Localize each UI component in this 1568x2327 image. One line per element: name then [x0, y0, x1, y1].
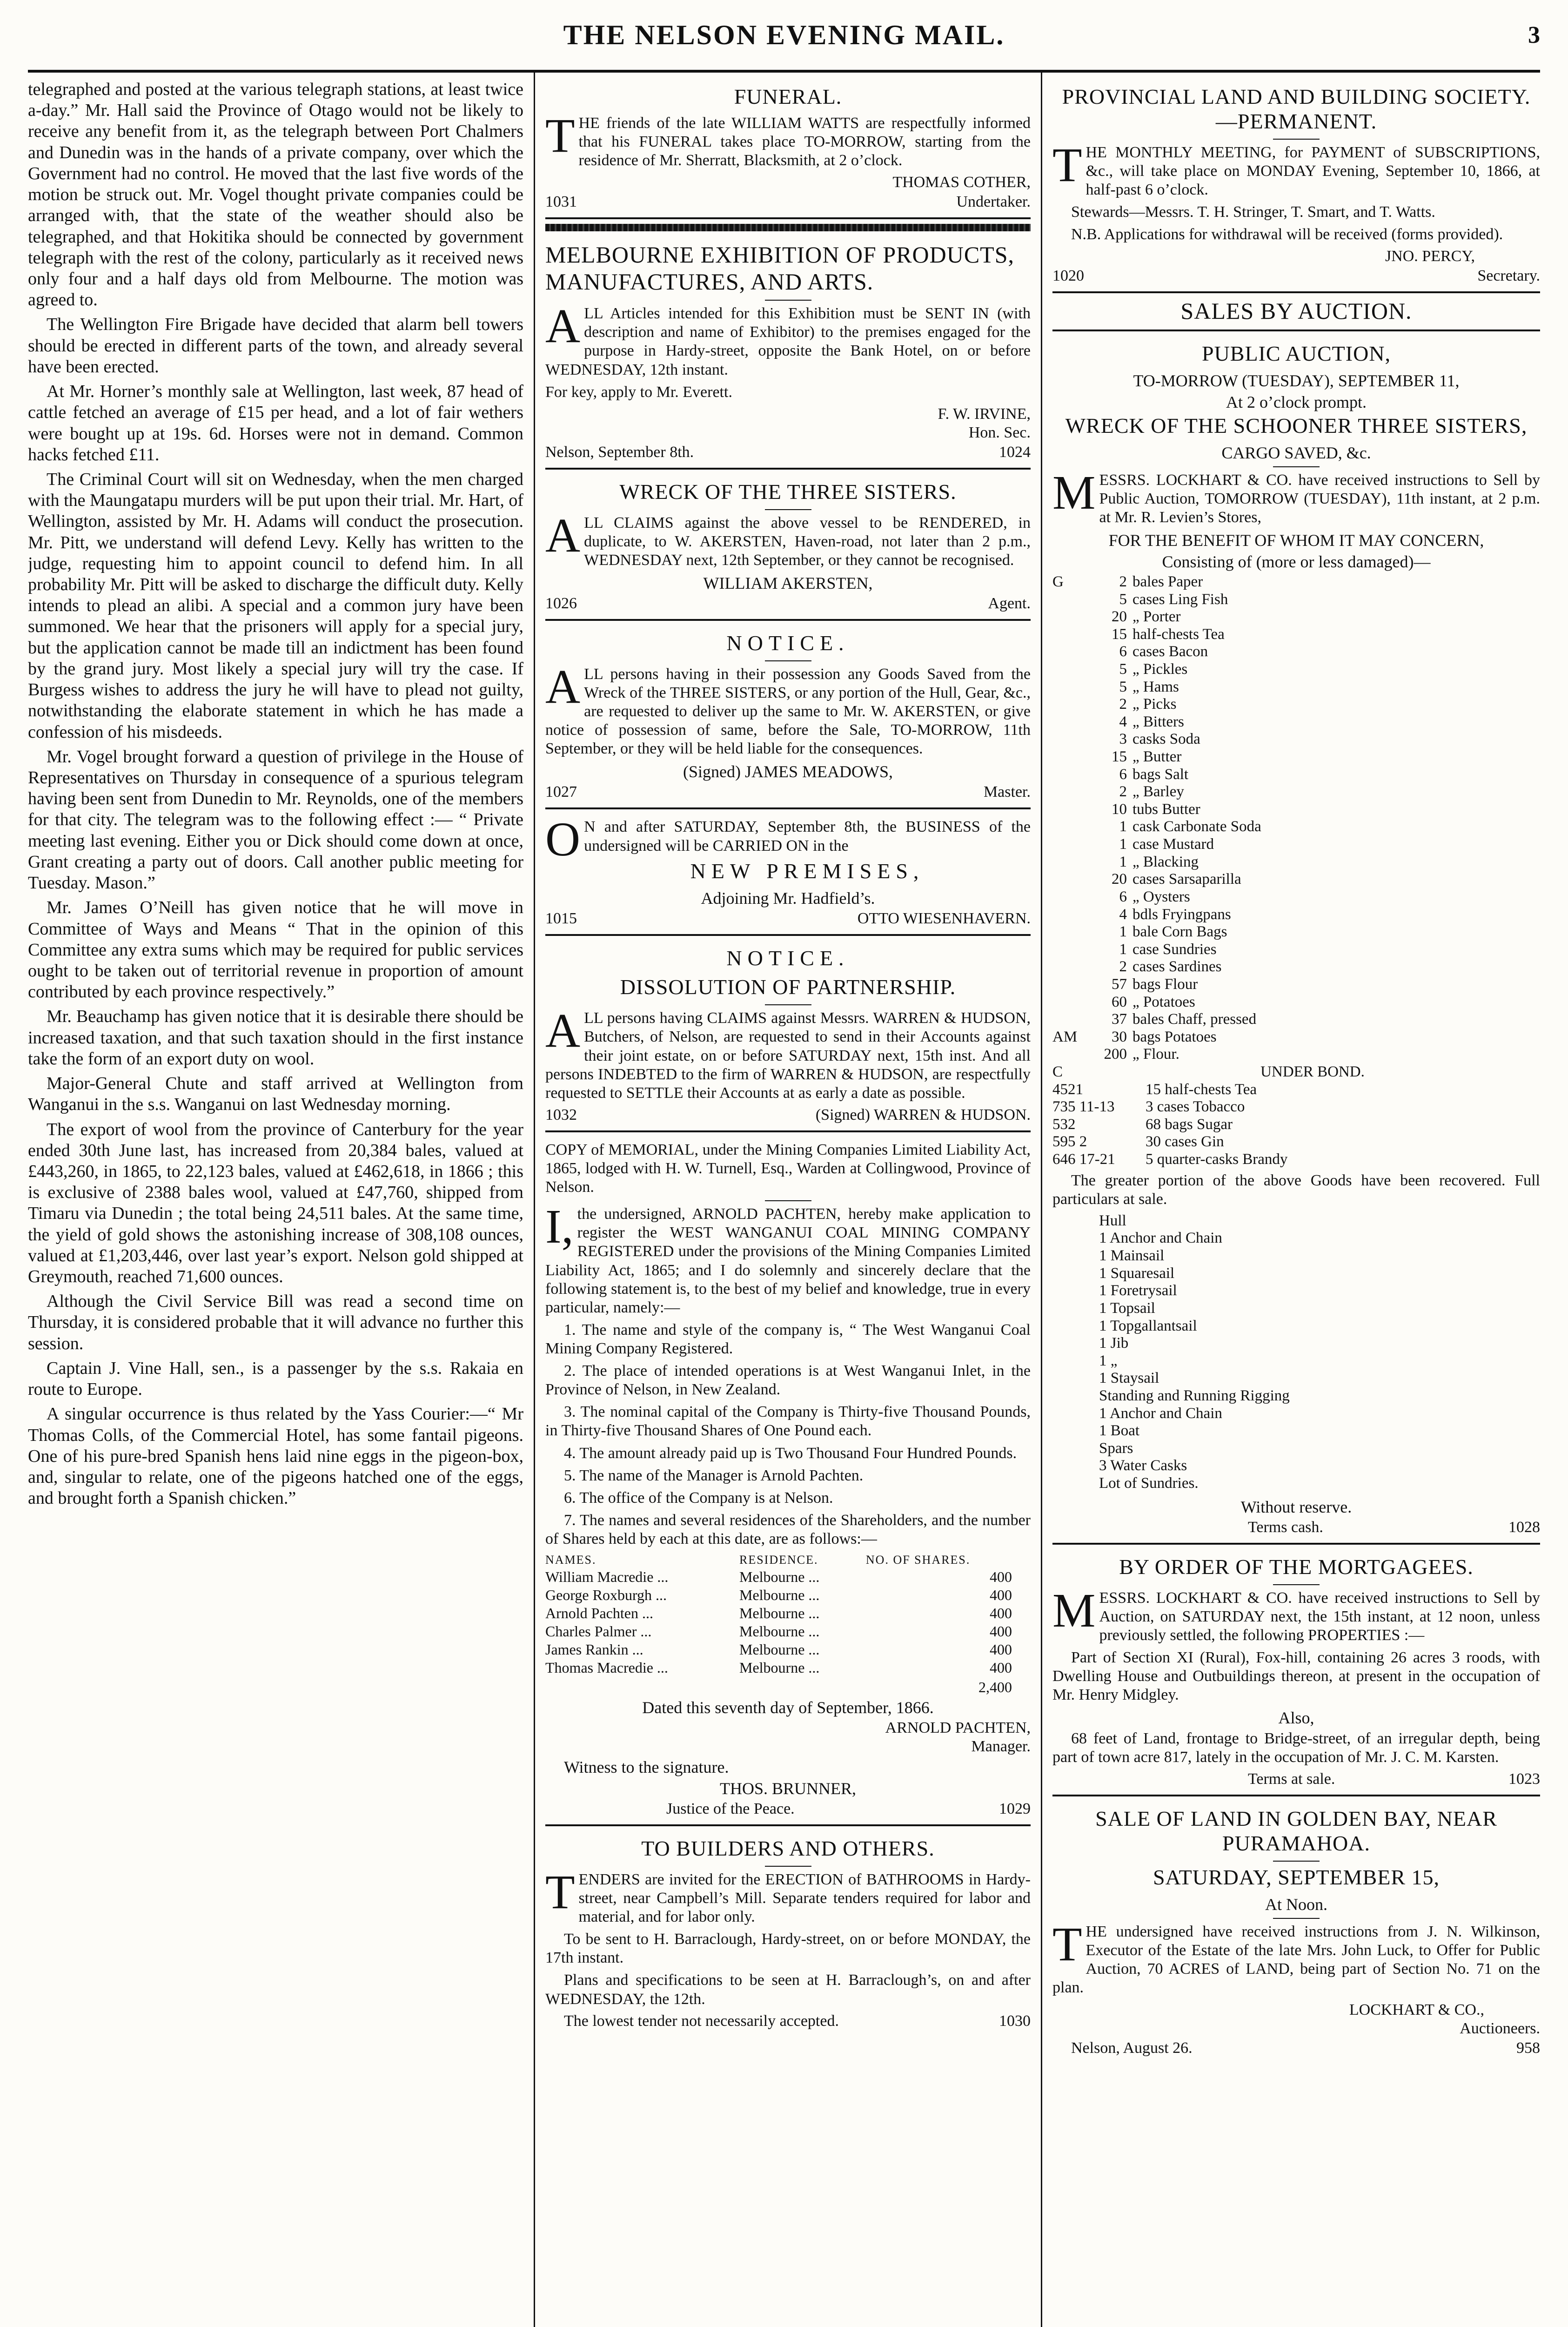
ad-number: 1024 [999, 443, 1031, 461]
list-item: Hull [1099, 1212, 1126, 1229]
list-item: 532 68 bags Sugar [1052, 1116, 1233, 1133]
bond-list [1052, 1081, 1540, 1169]
ad-signer: ARNOLD PACHTEN, [885, 1719, 1031, 1737]
news-paragraph: The export of wool from the province of Canterbury for the year ended 30th June last, has increased from 20,384 bales, valued at £443,260, in 1865, to 22,123 bales, valued at £462,618, in 1866 ; this is exclusive of 2388 bales wool, valued at £47,760, shipped from Timaru via Dunedin ; the total being 24,511 bales. At the same time, the yield of gold shows the astonishing increase of 308,108 ounces, valued at £1,203,446, over last year’s export. Nelson gold shipped at Greymouth, reached 71,600 ounces. [28, 1119, 523, 1287]
ad-body: THE undersigned have received instructions from J. N. Wilkinson, Executor of the Estate of the late Mrs. John Luck, to Offer for Public Auction, 70 ACRES of LAND, being part of Section No. 71 on the plan. [1052, 1917, 1540, 1997]
list-item: Standing and Running Rigging [1099, 1387, 1290, 1404]
table-row [545, 1659, 1031, 1677]
ad-number: 1031 [545, 193, 577, 211]
list-item: 1 Foretrysail [1099, 1282, 1177, 1299]
short-rule [1273, 139, 1320, 140]
ad-title: PROVINCIAL LAND AND BUILDING SOCIETY.—PERMANENT. [1062, 85, 1531, 133]
ad-signer: WILLIAM AKERSTEN, [703, 573, 873, 592]
news-paragraph: Captain J. Vine Hall, sen., is a passenger by the s.s. Rakaia en route to Europe. [28, 1358, 523, 1399]
ad-place-date: Nelson, September 8th. [545, 443, 694, 461]
list-item: 2 „ Picks [1119, 696, 1177, 713]
table-cell: James Rankin ... [545, 1641, 643, 1658]
list-item: 1 „ Blacking [1119, 853, 1199, 870]
table-cell: Thomas Macredie ... [545, 1659, 668, 1676]
ad-title: BY ORDER OF THE MORTGAGEES. [1119, 1554, 1474, 1579]
ad-body: I,the undersigned, ARNOLD PACHTEN, hereby make application to register the WEST WANGANUI COAL MINING COMPANY REGISTERED under the provisions of the Mining Companies Limited Liability Act, 1865; and I do solemnly and sincerely declare that the following statement is, to the best of my belief and knowledge, true in every particular, namely:— [545, 1200, 1031, 1316]
ad-signer: LOCKHART & CO., [1349, 2001, 1484, 2018]
list-item: 1 Anchor and Chain [1099, 1230, 1222, 1247]
list-item: 595 2 30 cases Gin [1052, 1133, 1224, 1150]
short-rule [765, 1866, 811, 1867]
ad-subtitle: Adjoining Mr. Hadfield’s. [701, 888, 875, 908]
table-cell: Charles Palmer ... [545, 1623, 652, 1640]
list-item: Spars [1099, 1439, 1133, 1457]
table-cell: 400 [990, 1605, 1012, 1622]
list-item: 6 bags Salt [1119, 766, 1189, 783]
ad-body: TENDERS are invited for the ERECTION of BATHROOMS in Hardy-street, near Campbell’s Mill. Separate tenders required for labor and material, and for labor only. [545, 1865, 1031, 1926]
list-item: 1 Topsail [1099, 1299, 1155, 1317]
wreck-notice [545, 474, 1031, 621]
ad-witness: Witness to the signature. [564, 1758, 729, 1777]
ad-title: MELBOURNE EXHIBITION OF PRODUCTS, MANUFACTURES, AND ARTS. [545, 242, 1015, 295]
ad-title: TO BUILDERS AND OTHERS. [641, 1836, 935, 1861]
short-rule [1273, 1861, 1320, 1862]
ad-role: Hon. Sec. [968, 424, 1031, 441]
ad-intro: COPY of MEMORIAL, under the Mining Companies Limited Liability Act, 1865, lodged with H. W. Turnell, Esq., Warden at Collingwood, Province of Nelson. [545, 1141, 1031, 1196]
ad-body: ALL CLAIMS against the above vessel to be RENDERED, in duplicate, to W. AKERSTEN, Haven-road, not later than 2 p.m., WEDNESDAY next, 12th September, or they cannot be recognised. [545, 508, 1031, 569]
ad-role: Manager. [971, 1738, 1031, 1755]
ad-body: ALL Articles intended for this Exhibition must be SENT IN (with description and name of Exhibitor) to the premises engaged for the purpose in Hardy-street, opposite the Bank Hotel, on or before WEDNESDAY, 12th instant. [545, 299, 1031, 378]
table-cell: Melbourne ... [739, 1605, 820, 1622]
premises-notice [545, 814, 1031, 935]
ad-text: 68 feet of Land, frontage to Bridge-street, of an irregular depth, being part of town acre 817, lately in the occupation of Mr. J. C. M. Karsten. [1052, 1730, 1540, 1766]
shareholders-table [545, 1552, 1031, 1677]
list-item: 60 „ Potatoes [1112, 993, 1195, 1010]
ad-body: ON and after SATURDAY, September 8th, the BUSINESS of the undersigned will be CARRIED ON in the [545, 813, 1031, 867]
mortgagees-notice [1052, 1549, 1540, 1797]
table-cell: Melbourne ... [739, 1568, 820, 1586]
exhibition-notice [545, 236, 1031, 470]
list-item: 1 case Mustard [1119, 836, 1214, 853]
list-item: 1 bale Corn Bags [1119, 923, 1227, 941]
ad-subtitle: WRECK OF THE SCHOONER THREE SISTERS, [1065, 413, 1528, 437]
table-row [545, 1622, 1031, 1641]
short-rule [765, 1200, 811, 1201]
list-item: 6 „ Oysters [1119, 888, 1190, 905]
ad-body: MESSRS. LOCKHART & CO. have received instructions to Sell by Public Auction, TOMORROW (TUESDAY), 11th instant, at 2 p.m. at Mr. R. Levien’s Stores, [1052, 465, 1540, 526]
ad-date: SATURDAY, SEPTEMBER 15, [1153, 1865, 1440, 1890]
ad-consisting: Consisting of (more or less damaged)— [1162, 552, 1431, 571]
list-item: 37 bales Chaff, pressed [1112, 1011, 1257, 1028]
ad-text: Plans and specifications to be seen at H. Barraclough’s, on and after WEDNESDAY, the 12th. [545, 1971, 1031, 2008]
table-cell: Melbourne ... [739, 1623, 820, 1640]
table-row [545, 1641, 1031, 1659]
table-header: NAMES. [545, 1553, 596, 1567]
ad-date: TO-MORROW (TUESDAY), SEPTEMBER 11, [1133, 371, 1460, 390]
list-item: 3. The nominal capital of the Company is Thirty-five Thousand Pounds, in Thirty-five Thousand Shares of One Pound each. [545, 1403, 1031, 1439]
list-item: 5. The name of the Manager is Arnold Pachten. [564, 1466, 864, 1484]
news-paragraph: The Criminal Court will sit on Wednesday, when the men charged with the Maungatapu murders will be put upon their trial. Mr. Hart, of Wellington, assisted by Mr. H. Adams will conduct the prosecution. Mr. Pitt, we understand will defend Levy. Kelly has written to the judge, requesting him to appoint council to defend him. In all probability Mr. Pitt will be asked to discharge the difficult duty. Kelly intends to plead an alibi. A special and a common jury have been summoned. We hear that the prisoners will apply for a special jury, but the application cannot be made till an indictment has been found by the grand jury. Most likely a special jury will try the case. If Burgess wishes to address the jury he will have to plead not guilty, notwithstanding the elaborate statement in which he has made a confession of his misdeeds. [28, 469, 523, 742]
ad-title: PUBLIC AUCTION, [1201, 341, 1391, 365]
list-item: 1 cask Carbonate Soda [1119, 818, 1261, 835]
ad-role: Agent. [988, 594, 1031, 612]
table-cell: 400 [990, 1568, 1012, 1586]
ad-title: WRECK OF THE THREE SISTERS. [619, 479, 957, 504]
page-number: 3 [1528, 21, 1540, 48]
ad-text: The greater portion of the above Goods have been recovered. Full particulars at sale. [1052, 1171, 1540, 1208]
list-item: 1 Squaresail [1099, 1264, 1175, 1282]
section-heading: SALES BY AUCTION. [1052, 298, 1540, 331]
ad-body: MESSRS. LOCKHART & CO. have received instructions to Sell by Auction, on SATURDAY next, the 15th instant, at 12 noon, unless previously settled, the following PROPERTIES :— [1052, 1583, 1540, 1644]
table-cell: 400 [990, 1659, 1012, 1676]
ad-signer: JNO. PERCY, [1385, 248, 1475, 265]
goods-notice [545, 625, 1031, 809]
table-cell: Arnold Pachten ... [545, 1605, 653, 1622]
ad-witness-role: Justice of the Peace. [666, 1800, 795, 1818]
list-item: 2. The place of intended operations is at West Wanganui Inlet, in the Province of Nelson, in New Zealand. [545, 1362, 1031, 1399]
table-cell: 400 [990, 1641, 1012, 1658]
table-header: NO. OF SHARES. [865, 1553, 971, 1567]
list-item: 4521 15 half-chests Tea [1052, 1081, 1257, 1098]
table-row [545, 1586, 1031, 1604]
table-cell: George Roxburgh ... [545, 1587, 667, 1604]
list-item: 15 „ Butter [1112, 748, 1182, 766]
list-item: 1 case Sundries [1119, 941, 1217, 958]
list-item: 1 Jib [1099, 1335, 1129, 1352]
list-item: 1. The name and style of the company is, “ The West Wanganui Coal Mining Company Registered. [545, 1321, 1031, 1357]
ad-role: Undertaker. [956, 193, 1031, 211]
list-item: 4 „ Bitters [1119, 713, 1184, 730]
list-item: 1 Staysail [1099, 1370, 1159, 1387]
list-item: 15 half-chests Tea [1112, 625, 1225, 643]
list-item: AM 30 bags Potatoes [1052, 1028, 1217, 1045]
ad-time: At 2 o’clock prompt. [1226, 392, 1367, 411]
list-item: 6 cases Bacon [1119, 643, 1208, 660]
ad-place-date: Nelson, August 26. [1071, 2039, 1193, 2057]
news-paragraph: Mr. Vogel brought forward a question of privilege in the House of Representatives on Thursday in consequence of a spurious telegram having been sent from Dunedin to Mr. Reynolds, one of the members for that city. The telegram was to the following effect :— “ Private meeting last evening. Either you or Dick should come down at once, Grant creating a party out of doors. Call another public meeting for Tuesday. Mason.” [28, 747, 523, 893]
ad-text: For key, apply to Mr. Everett. [545, 383, 732, 401]
list-item: 1 „ [1099, 1352, 1118, 1369]
ad-text: N.B. Applications for withdrawal will be received (forms provided). [1071, 226, 1503, 243]
ad-signer: (Signed) JAMES MEADOWS, [683, 762, 893, 781]
short-rule [1273, 1918, 1320, 1919]
ad-number: 1020 [1052, 267, 1084, 285]
table-header: RESIDENCE. [739, 1553, 818, 1567]
decorative-rule [545, 224, 1031, 231]
bond-heading: C UNDER BOND. [1052, 1063, 1365, 1080]
ad-role: Secretary. [1477, 267, 1540, 285]
ad-terms: Terms cash. [1248, 1518, 1323, 1536]
news-paragraph: Major-General Chute and staff arrived at Wellington from Wanganui in the s.s. Wanganui on last Wednesday morning. [28, 1074, 523, 1115]
ad-number: 1023 [1508, 1770, 1540, 1788]
list-item: 6. The office of the Company is at Nelson. [564, 1489, 833, 1506]
list-item: 3 Water Casks [1099, 1457, 1187, 1474]
ad-number: 1030 [999, 2012, 1031, 2030]
table-cell: William Macredie ... [545, 1568, 669, 1586]
list-item: G 2 bales Paper [1052, 573, 1203, 590]
table-cell: Melbourne ... [739, 1641, 820, 1658]
short-rule [765, 300, 811, 301]
ad-body: THE MONTHLY MEETING, for PAYMENT of SUBSCRIPTIONS, &c., will take place on MONDAY Evening, September 10, 1866, at half-past 6 o’clock. [1052, 138, 1540, 198]
ad-subtitle: DISSOLUTION OF PARTNERSHIP. [620, 975, 956, 999]
ad-terms: Terms at sale. [1248, 1770, 1335, 1788]
ad-title: NOTICE. [726, 946, 850, 970]
news-paragraph: Although the Civil Service Bill was read a second time on Thursday, it is considered probable that it will advance no further this session. [28, 1291, 523, 1353]
ad-body: THE friends of the late WILLIAM WATTS are respectfully informed that his FUNERAL takes place TO-MORROW, starting from the residence of Mr. Sherratt, Blacksmith, at 2 o’clock. [545, 108, 1031, 169]
ad-number: 958 [1516, 2039, 1540, 2057]
ad-text: To be sent to H. Barraclough, Hardy-street, on or before MONDAY, the 17th instant. [545, 1930, 1031, 1967]
list-item: 57 bags Flour [1112, 975, 1198, 993]
list-item: 200 „ Flour. [1104, 1046, 1179, 1063]
news-paragraph: The Wellington Fire Brigade have decided that alarm bell towers should be erected in different parts of the town, and already several have been erected. [28, 315, 523, 377]
ad-signer: (Signed) WARREN & HUDSON. [815, 1106, 1031, 1123]
table-cell: 400 [990, 1623, 1012, 1640]
ad-number: 1026 [545, 594, 577, 612]
builders-notice [545, 1831, 1031, 2037]
ad-number: 1028 [1508, 1518, 1540, 1536]
short-rule [765, 509, 811, 510]
list-item: 2 „ Barley [1119, 783, 1184, 800]
short-rule [1273, 1584, 1320, 1585]
ad-dated: Dated this seventh day of September, 1866. [642, 1698, 934, 1717]
cargo-list [1052, 573, 1540, 1063]
list-item: 646 17-21 5 quarter-casks Brandy [1052, 1151, 1288, 1168]
ad-number: 1027 [545, 783, 577, 801]
list-item: 1 Anchor and Chain [1099, 1405, 1222, 1422]
ad-number: 1029 [999, 1800, 1031, 1818]
ad-role: Master. [983, 783, 1031, 801]
ad-body: ALL persons having CLAIMS against Messrs. WARREN & HUDSON, Butchers, of Nelson, are requested to send in their Accounts against their joint estate, on or before SATURDAY next, 15th inst. And all persons INDEBTED to the firm of WARREN & HUDSON, are respectfully requested to SETTLE their Accounts at as early a date as possible. [545, 1004, 1031, 1102]
news-paragraph: telegraphed and posted at the various telegraph stations, at least twice a-day.” Mr. Hall said the Province of Otago would not be likely to receive any benefit from it, as the telegraph between Port Chalmers and Dunedin was in the hands of a private company, over which the Government had no control. He moved that the last five words of the motion be struck out. Mr. Vogel thought private companies could be arranged with, that the state of the weather should also be telegraphed, and that Hokitika should be connected by government telegraph with the rest of the colony, particularly as it received news only four and a half days old from Melbourne. The motion was agreed to. [28, 80, 523, 310]
columns [28, 73, 1540, 2327]
short-rule [765, 660, 811, 661]
advert-column-middle [535, 73, 1042, 2327]
short-rule [1273, 466, 1320, 467]
list-item: 2 cases Sardines [1119, 958, 1222, 975]
shares-total: 2,400 [978, 1679, 1012, 1696]
list-item: 5 „ Pickles [1119, 660, 1188, 678]
ad-text: Stewards—Messrs. T. H. Stringer, T. Smart, and T. Watts. [1071, 203, 1435, 221]
ad-text: The lowest tender not necessarily accepted. [564, 2012, 839, 2030]
list-item: 7. The names and several residences of the Shareholders, and the number of Shares held by each at this date, are as follows:— [545, 1511, 1031, 1547]
list-item: 1 Boat [1099, 1422, 1140, 1439]
list-item: 735 11-13 3 cases Tobacco [1052, 1098, 1245, 1116]
ad-time: At Noon. [1265, 1895, 1327, 1914]
ad-cargo: CARGO SAVED, &c. [1221, 443, 1371, 462]
ad-body: ALL persons having in their possession any Goods Saved from the Wreck of the THREE SISTERS, or any portion of the Hull, Gear, &c., are requested to deliver up the same to Mr. W. AKERSTEN, or give notice of possession of same, before the Sale, TO-MORROW, 11th September, or they will be held liable for the consequences. [545, 659, 1031, 758]
list-item: 10 tubs Butter [1112, 800, 1200, 818]
dissolution-notice [545, 941, 1031, 1132]
advert-column-right [1042, 73, 1540, 2327]
ad-text: Also, [1278, 1708, 1314, 1728]
list-item: 5 „ Hams [1119, 678, 1179, 695]
memorial-notice [545, 1137, 1031, 1826]
table-row [545, 1604, 1031, 1622]
society-notice [1052, 79, 1540, 293]
list-item: 4. The amount already paid up is Two Thousand Four Hundred Pounds. [564, 1444, 1017, 1462]
list-item: 1 Mainsail [1099, 1247, 1165, 1264]
ad-text: Part of Section XI (Rural), Fox-hill, containing 26 acres 3 roods, with Dwelling House and Outbuildings thereon, at present in the occupation of Mr. Henry Midgley. [1052, 1648, 1540, 1704]
ad-witness-name: THOS. BRUNNER, [719, 1779, 857, 1798]
news-column [28, 73, 535, 2327]
list-item: Lot of Sundries. [1099, 1475, 1199, 1492]
news-paragraph: At Mr. Horner’s monthly sale at Wellington, last week, 87 head of cattle fetched an average of £15 per head, and a lot of fair wethers were bought up at 19s. 6d. Horses were not in demand. Common hacks fetched £11. [28, 382, 523, 464]
table-cell: Melbourne ... [739, 1659, 820, 1676]
list-item: 5 cases Ling Fish [1119, 591, 1228, 608]
table-header-row [545, 1552, 1031, 1568]
ad-reserve: Without reserve. [1240, 1497, 1352, 1516]
ad-signer: F. W. IRVINE, [938, 405, 1031, 423]
funeral-notice [545, 79, 1031, 219]
table-cell: Melbourne ... [739, 1587, 820, 1604]
newspaper-title: THE NELSON EVENING MAIL. [563, 19, 1005, 50]
ad-signer: THOMAS COTHER, [892, 174, 1031, 191]
auction-notice [1052, 336, 1540, 1545]
list-item: 4 bdls Fryingpans [1119, 906, 1231, 923]
golden-bay-notice [1052, 1801, 1540, 2063]
list-item: 20 cases Sarsaparilla [1112, 871, 1241, 888]
ad-number: 1032 [545, 1106, 577, 1123]
list-item: 20 „ Porter [1112, 608, 1181, 625]
list-item: 1 Topgallantsail [1099, 1317, 1197, 1334]
masthead [28, 0, 1540, 73]
list-item: 3 casks Soda [1119, 731, 1200, 748]
short-rule [765, 1004, 811, 1005]
ad-benefit: FOR THE BENEFIT OF WHOM IT MAY CONCERN, [1108, 531, 1484, 550]
ad-title: NEW PREMISES, [690, 859, 925, 883]
hull-list [1052, 1212, 1540, 1493]
news-paragraph: Mr. James O’Neill has given notice that he will move in Committee of Ways and Means “ That in the opinion of this Committee any extra sums which may be required for public services ought to be taken out of territorial revenue in proportion of amount contributed by each province respectively.” [28, 898, 523, 1002]
news-paragraph: A singular occurrence is thus related by the Yass Courier:—“ Mr Thomas Colls, of the Commercial Hotel, has some fantail pigeons. One of his pure-bred Spanish hens laid nine eggs in the pigeon-box, and, singular to relate, one of the pigeons hatched one of the eggs, and brought forth a Spanish chicken.” [28, 1404, 523, 1508]
table-row [545, 1568, 1031, 1586]
news-paragraph: Mr. Beauchamp has given notice that it is desirable there should be increased taxation, and that such taxation should in the first instance take the form of an export duty on wool. [28, 1007, 523, 1069]
ad-signer: OTTO WIESENHAVERN. [857, 909, 1031, 927]
table-cell: 400 [990, 1587, 1012, 1604]
ad-title: NOTICE. [726, 631, 850, 655]
ad-role: Auctioneers. [1460, 2019, 1540, 2037]
ad-title: FUNERAL. [734, 85, 842, 108]
ad-number: 1015 [545, 909, 577, 927]
ad-title: SALE OF LAND IN GOLDEN BAY, NEAR PURAMAHOA. [1095, 1807, 1497, 1856]
